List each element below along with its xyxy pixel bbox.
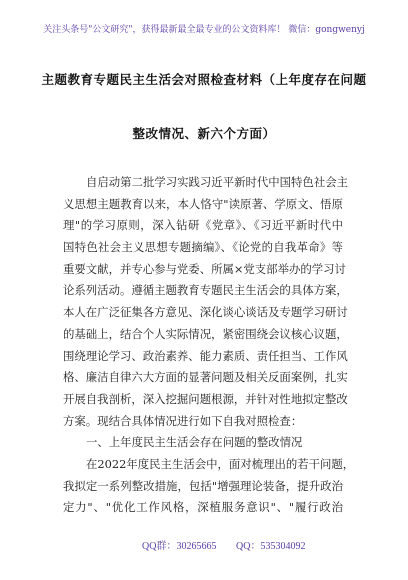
body-line: 定力"、"优化工作风格，深植服务意识"、"履行政治	[63, 500, 343, 515]
document-title-line-2: 整改情况、新六个方面）	[132, 126, 276, 141]
body-line: 义思想主题教育以来，本人恪守"读原著、学原文、悟原	[63, 196, 343, 211]
body-line: 在2022年度民主生活会中，面对梳理出的若干问题，	[86, 456, 355, 471]
body-line: 格、廉洁自律六大方面的显著问题及相关反面案例，扎实	[63, 370, 348, 385]
body-line: 国特色社会主义思想专题摘编》、《论党的自我革命》等	[63, 240, 343, 255]
body-line: 开展自我剖析，深入挖掘问题根源，并针对性地拟定整改	[63, 391, 348, 406]
footer-qq-group: QQ群：30265665	[142, 541, 217, 552]
body-line: 本人在广泛征集各方意见、深化谈心谈话及专题学习研讨	[63, 305, 348, 320]
body-line: 理"的学习原则，深入钻研《党章》、《习近平新时代中	[63, 218, 343, 233]
body-line: 方案。现结合具体情况进行如下自我对照检查：	[63, 413, 303, 428]
header-note: 关注头条号"公文研究"，获得最新最全最专业的公文资料库！ 微信：gongwenyj	[43, 25, 365, 35]
footer-qq: QQ：535304092	[236, 541, 306, 552]
body-line: 自启动第二批学习实践习近平新时代中国特色社会主	[86, 175, 348, 189]
body-line: 的基础上，结合个人实际情况，紧密围绕会议核心议题，	[63, 326, 348, 341]
section-heading: 一、上年度民主生活会存在问题的整改情况	[86, 435, 303, 450]
body-line: 重要文献，并专心参与党委、所属×党支部举办的学习讨	[63, 261, 346, 276]
body-line: 我拟定一系列整改措施，包括"增强理论装备，提升政治	[63, 478, 343, 493]
document-body	[63, 172, 355, 519]
body-line: 论系列活动。遵循主题教育专题民主生活会的具体方案，	[63, 283, 348, 298]
body-line: 围绕理论学习、政治素养、能力素质、责任担当、工作风	[63, 348, 348, 363]
document-title-line-1: 主题教育专题民主生活会对照检查材料（上年度存在问题	[41, 72, 367, 87]
